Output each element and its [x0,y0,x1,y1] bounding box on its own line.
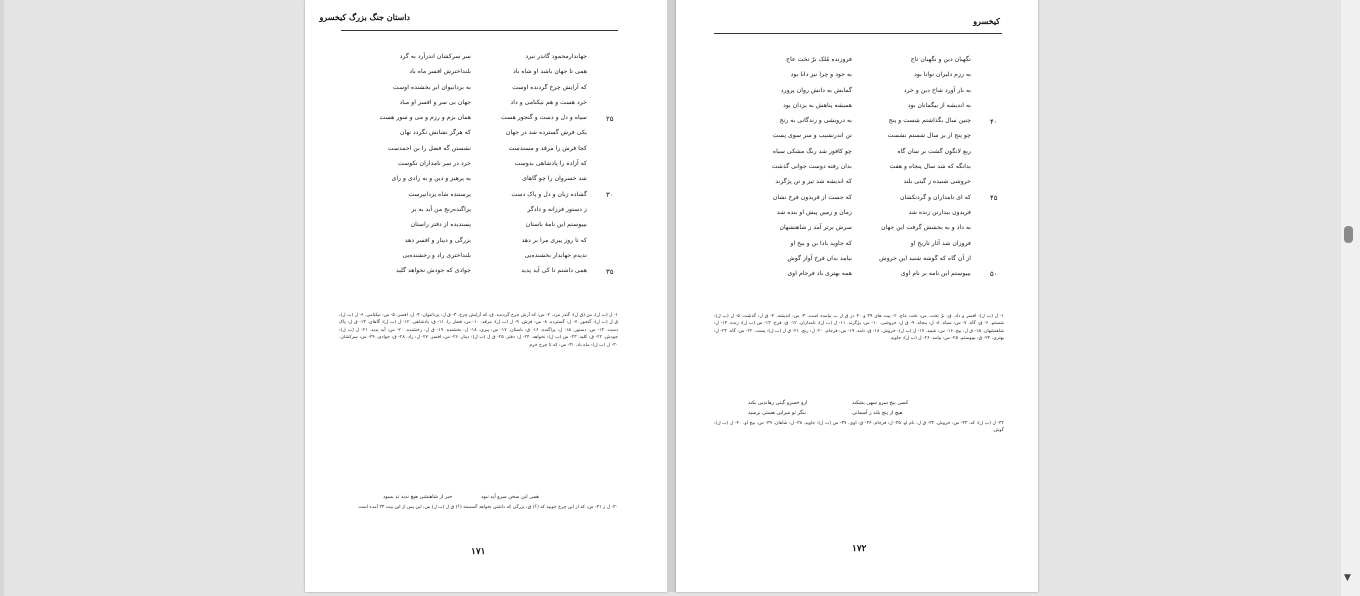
verse-line: تن اندرنشیب و سر سوی پست [772,132,852,140]
verse-line: سپاه و دل و دست و گنجور هست [500,114,587,122]
verse-line: پرستنده شاه یزدانپرست [408,190,471,198]
footnote-verse: ازو خسرو گیتی رهاندیی بکند [748,400,808,406]
verse-line: به داد و به بخشش گرفت این جهان [881,224,971,232]
verse-line: چو پنج از بر سال شستم نشست [887,132,971,140]
line-number: ۴۰ [990,118,998,126]
verse-line: بپیوستم این نامه بر نام اوی [900,270,971,278]
verse-line: که آرایش چرخ گردنده اوست [512,83,587,91]
verse-line: که ای نامداران و گردنکشان [899,193,971,201]
verse-line: ندیدم جهاندار بخشنده‌یی [524,251,587,259]
footnote-verse: هیچ از پنج بلند ز آسمانی [852,410,903,416]
header-rule [714,33,1002,34]
verse-column-right [869,52,971,281]
verse-line: گمانش به دانش روان پرورد [780,86,852,94]
footnote-verse: بنگر تو سرایی هستی نرسید [748,410,806,416]
verse-line: به درویشی و زندگانی به رنج [779,117,852,125]
footnotes: ۱- ل (ب ل): افسر و داد. ق: برّ تخت. س: تخت عاج. ۲- بیت های ۳۹ و ۴۰ در ق ل ب نیامده است. ۳- س: اندیشه. ۴- ق ل: گذشت. ۵- ل (ب ل): شستم. ۶- ق: گاه. ۷- س: سیاه. ۸- ل: پنجاه. ۹- ق ل: خروشی. ۱۰- س: پژگزند. ۱۱- ل (ب ل): نامداران. ۱۲- ق: فرخ. ۱۳- س (ب ل): زنده. ۱۴- ل: شاهنشهان. ۱۵- ق ل: بیخ. ۱۶- س: شنید. ۱۷- ل (ب ل): خروش. ۱۸- ق: نامه. ۱۹- س: فرجام. ۲۰- ل: رنج. ۲۱- ق ل (ب ل): پست. ۲۲- س: گاه. ۲۳- ل: بهتری. ۲۴- ق: بپیوستم. ۲۵- س: بیامد. ۲۶- ل (ب ل): جاوید. [714,314,1004,342]
verse-line: همه بهتری باد فرجام اوی [787,270,852,278]
verse-line: به بزدانیوان ابر بخشنده اوست [393,83,471,91]
verse-line: از آن گاه که گوشه شنید این خروش [879,254,971,262]
verse-line: بپیوستم این نامهٔ باستان [525,221,587,229]
verse-line: که هرگز نشانش نگردد نهان [400,129,471,137]
verse-line: چو کافور شد رنگ مشکی سیاه [772,147,852,155]
verse-line: همیشه پناهش به یزدان بود [783,101,852,109]
footnotes-tail: ۳۰- ل ز ۳۱- س: که از این چرخ خوبید که (؟) ق: بزرگی که داشتن نخواهد گسسته (؟) ق ل (ب ل) س: این پس از این بیت ۳۳ آمده است [358,505,618,510]
header-rule [341,30,618,31]
verse-line: خرد در سر نامداران نکوست [398,160,471,168]
verse-line: بزرگی و دینار و افسر دهد [404,236,471,244]
verse-line: کجا فرش را مرقد و مسندست [508,144,587,152]
line-number: ۵۰ [990,270,998,278]
footnotes: ۱- ل (ب ل)، س (ق ل): گندر نبرد. ۲- س: که آرش چرخ گردنده. ق: که آرایش چرخ. ۳- ق ل: یزدانیوان. ۴- ل: افسر. ۵- س: نیکنامی. ۶- ل (ب ل)، ق ل (ب ل): گنجور. ۷- ل: گسترده. ۸- س: فرش. ۹- ل (ب ل): مرقد. ۱۰- س: فضل را. ۱۱- ق: پادشاهی. ۱۲- ل (ب ل): گاهای. ۱۳- ق ل: پاک دست. ۱۴- س: دستور. ۱۵- ل: پراگنده. ۱۶- ق: باستان. ۱۷- س: پیری. ۱۸- ل: بخشنده. ۱۹- ق ل: رخشنده. ۲۰- س: آید پدید. ۲۱- ل (ب ل): جودش. ۲۲- ق: کلید. ۲۳- س (ب ل): نخواهد. ۲۴- ل: دفتر. ۲۵- ق ل (ب ل): دینار. ۲۶- س: افسر. ۲۷- ل: راد. ۲۸- ق: جوادی. ۲۹- س: سرکشان. ۳۰- ل (ب ل): ماه باد. ۳۱- س: که تا چرخ خرم [339,313,618,348]
line-number: ۴۵ [990,194,998,202]
page-gutter [667,0,676,592]
verse-line: گشاده زبان و دل و پاک دست [511,190,587,198]
verse-line: سر سرکشان اندرآرد به گرد [399,53,471,60]
verse-line: که اندیشه شد تیز و تن پژگزند [775,178,852,186]
line-number: ۲۵ [606,115,614,123]
line-number: ۳۰ [606,191,614,199]
verse-line: جهان بی سر و افسر او مباد [399,98,471,106]
footnote-verse: همی این سخن سرو آید نبود [481,494,539,500]
verse-line: سرش برتر آمد ز شاهنشهان [779,224,852,232]
vertical-scrollbar[interactable] [1341,0,1360,596]
verse-line: بلنداختری راد و رخشنده‌یی [402,251,471,259]
verse-line: به جود و چرا نیز دانا بود [790,71,852,79]
running-head: داستان جنگ بزرگ کیخسرو [319,12,410,22]
verse-line: به اندیشه از بیگمانان بود [907,101,971,109]
verse-line: به بار آورد شاخ دین و خرد [903,86,971,94]
verse-line: نگهبان دین و نگهبان تاج [910,56,971,63]
running-head: کیخسرو [973,16,1000,26]
verse-line: خروشی شنیده ز گیتی بلند [903,178,971,186]
line-number: ۳۵ [606,268,614,276]
verse-line: که جست از فریدون فرخ نشان [772,193,852,201]
footnote-verse: خبر از شاهنشی هیچ ندید ند بسود [383,494,453,500]
verse-line: فروزان شد آثار تاریخ او [910,239,971,247]
verse-line: ز دستور فرزانه و دادگر [527,205,587,213]
verse-line: جهاندارمحمود گاندر نبرد [525,53,587,60]
verse-line: ربع لانگون گشت بر سان گاه [897,147,971,155]
verse-line: شد خسروان را چو گاهای [522,175,587,183]
verse-column-left [746,52,852,281]
verse-column-right [481,49,587,278]
verse-line: که جاوید بادا بن و بیخ او [790,239,852,247]
footnote-verse: کسی بیخ سرو سهی بشکند [852,400,909,406]
verse-line: نشستن گه فضل را بن احمدست [387,144,471,152]
verse-line: همان بزم و رزم و می و سور هست [379,114,471,122]
viewer-left-edge [0,0,4,596]
verse-line: فروزنده مُلک برّ تخت عاج [786,56,852,63]
verse-line: بدانگه که شد سال پنجاه و هفت [889,163,971,171]
page-171 [305,0,667,592]
verse-line: بلنداخترش افسر ماه باد [409,68,471,76]
triangle-down-icon[interactable]: ▼ [1344,573,1351,583]
page-172 [676,0,1038,592]
scrollbar-thumb[interactable] [1344,226,1353,243]
verse-line: همی داشتم تا کی آید پدید [521,267,587,275]
verse-line: زمان و زمین پیش او بنده شد [776,208,852,216]
footnotes-tail: ۳۲- ل (ب ل): که. ۳۳- س: خروش. ۳۴- ق ل: نام او. ۳۵- ل: فرجام. ۳۶- ق: اوی. ۳۷- س (ب ل): جاوید. ۳۸- ل: شاهان. ۳۹- س: بیخ او. ۴۰- ل (ب ل): گوش. [714,421,1004,434]
verse-line: پسندیده از دفتر راستان [410,221,471,229]
verse-column-left [369,49,471,278]
verse-line: فریدون بیدارتن زنده شد [908,208,971,216]
verse-line: بیامد بدان فرخ آواز گوش [787,254,852,262]
verse-line: خرد هست و هم نیکنامی و داد [510,98,587,106]
verse-line: به پرهیز و دین و به رادی و رای [391,175,471,183]
verse-line: که آزاده را پادشاهی بدوست [514,160,587,168]
page-number: ۱۷۱ [471,547,486,557]
verse-line: که تا روز پیری مرا بر دهد [521,236,587,244]
verse-line: جوادی که جودش نخواهد گلید [395,267,471,275]
page-number: ۱۷۲ [852,544,867,554]
verse-line: بدان رفته دوست جوانی گذشت [771,163,852,171]
verse-line: یکی فرش گسترده شد در جهان [505,129,587,137]
verse-line: پراگنده‌رنج من آید به بر [411,205,471,213]
verse-line: به رزم دلیران توانا بود [914,71,971,79]
verse-line: چنین سال بگذاشتم شست و پنج [888,117,971,125]
verse-line: همی تا جهان باشد او شاه باد [513,68,587,76]
